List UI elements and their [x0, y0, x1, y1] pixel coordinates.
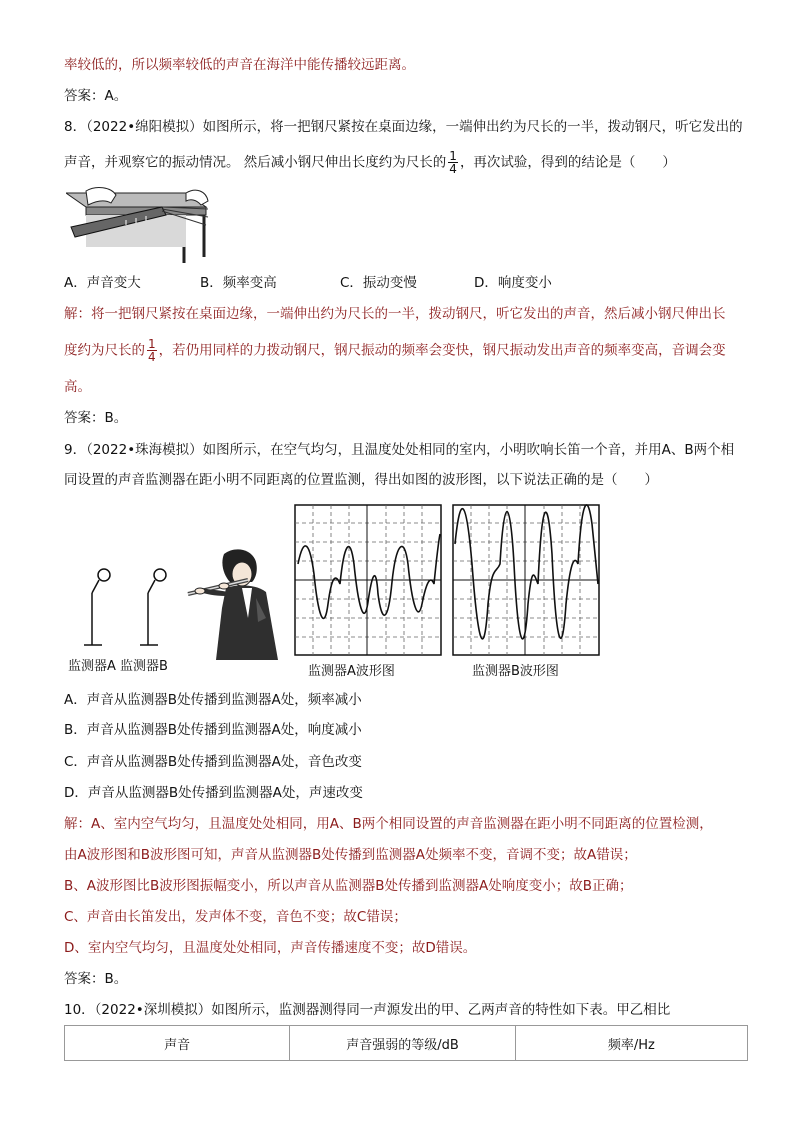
- q8-solution-fraction: [147, 338, 157, 363]
- q8-option-d[interactable]: D．响度变小: [474, 275, 552, 291]
- q8-solution-line1: 解：将一把钢尺紧按在桌面边缘，一端伸出约为尺长的一半，拨动钢尺，听它发出的声音，然后减小钢尺伸出长: [64, 306, 726, 322]
- q9-solution-line2: 由A波形图和B波形图可知，声音从监测器B处传播到监测器A处频率不变，音调不变；故A错误；: [64, 847, 637, 863]
- q8-solution-line2-a: 度约为尺长的: [64, 342, 145, 359]
- flute-player-figure: [186, 548, 286, 660]
- q8-solution-line2-b: ，若仍用同样的力拨动钢尺，钢尺振动的频率会变快，钢尺振动发出声音的频率变高，音调会变: [158, 342, 726, 359]
- q8-sol-frac-num: 1: [148, 337, 156, 351]
- q8-sol-frac-den: 4: [148, 350, 156, 364]
- q10-table: [64, 1025, 748, 1061]
- prev-answer: 答案：A。: [64, 88, 128, 104]
- q8-stem-line1: 8．（2022•绵阳模拟）如图所示，将一把钢尺紧按在桌面边缘，一端伸出约为尺长的一半，拨动钢尺，听它发出的: [64, 119, 743, 135]
- q8-stem-line2: [64, 150, 676, 175]
- q8-frac-num: 1: [449, 149, 457, 163]
- q8-stem-line2-a: 声音，并观察它的振动情况。 然后减小钢尺伸出长度约为尺长的: [64, 154, 447, 171]
- monitors-caption: 监测器A 监测器B: [68, 659, 168, 674]
- q8-frac-den: 4: [449, 162, 457, 176]
- q9-option-b[interactable]: B．声音从监测器B处传播到监测器A处，响度减小: [64, 722, 362, 738]
- q9-solution-line1: 解：A、室内空气均匀，且温度处处相同，用A、B两个相同设置的声音监测器在距小明不同距离的位置检测，: [64, 816, 713, 832]
- table-header-db: 声音强弱的等级/dB: [290, 1026, 515, 1061]
- prev-solution-tail: 率较低的，所以频率较低的声音在海洋中能传播较远距离。: [64, 57, 415, 73]
- q8-answer: 答案：B。: [64, 410, 128, 426]
- q8-stem-line2-b: ，再次试验，得到的结论是（ ）: [459, 154, 676, 171]
- ruler-figure: [66, 185, 216, 265]
- q9-solution-line4: C、声音由长笛发出，发声体不变，音色不变；故C错误；: [64, 909, 407, 925]
- q10-stem: 10．（2022•深圳模拟）如图所示，监测器测得同一声源发出的甲、乙两声音的特性如下表。甲乙相比: [64, 1002, 671, 1018]
- table-header-hz: 频率/Hz: [515, 1026, 747, 1061]
- waveform-a-figure: [294, 504, 442, 656]
- q9-answer: 答案：B。: [64, 971, 128, 987]
- q8-options: [64, 273, 552, 293]
- q8-solution-line2: [64, 338, 726, 363]
- q8-solution-line3: 高。: [64, 379, 91, 395]
- q9-stem-line1: 9．（2022•珠海模拟）如图所示，在空气均匀，且温度处处相同的室内，小明吹响长笛一个音，并用A、B两个相: [64, 442, 735, 458]
- table-header-sound: 声音: [65, 1026, 290, 1061]
- q9-option-d[interactable]: D．声音从监测器B处传播到监测器A处，声速改变: [64, 785, 363, 801]
- q9-option-a[interactable]: A．声音从监测器B处传播到监测器A处，频率减小: [64, 692, 362, 708]
- q8-option-c[interactable]: C．振动变慢: [340, 275, 417, 291]
- q8-option-a[interactable]: A．声音变大: [64, 275, 141, 291]
- waveform-a-caption: 监测器A波形图: [308, 664, 395, 679]
- q9-solution-line5: D、室内空气均匀，且温度处处相同，声音传播速度不变；故D错误。: [64, 940, 477, 956]
- monitor-stands-figure: [80, 565, 170, 650]
- q9-option-c[interactable]: C．声音从监测器B处传播到监测器A处，音色改变: [64, 754, 362, 770]
- q9-solution-line3: B、A波形图比B波形图振幅变小，所以声音从监测器B处传播到监测器A处响度变小；故B正确；: [64, 878, 633, 894]
- waveform-b-figure: [452, 504, 600, 656]
- waveform-b-caption: 监测器B波形图: [472, 664, 559, 679]
- table-header-row: [65, 1026, 748, 1061]
- q8-option-b[interactable]: B．频率变高: [200, 275, 277, 291]
- q9-stem-line2: 同设置的声音监测器在距小明不同距离的位置监测，得出如图的波形图，以下说法正确的是（ ）: [64, 472, 658, 488]
- q8-fraction: [448, 150, 458, 175]
